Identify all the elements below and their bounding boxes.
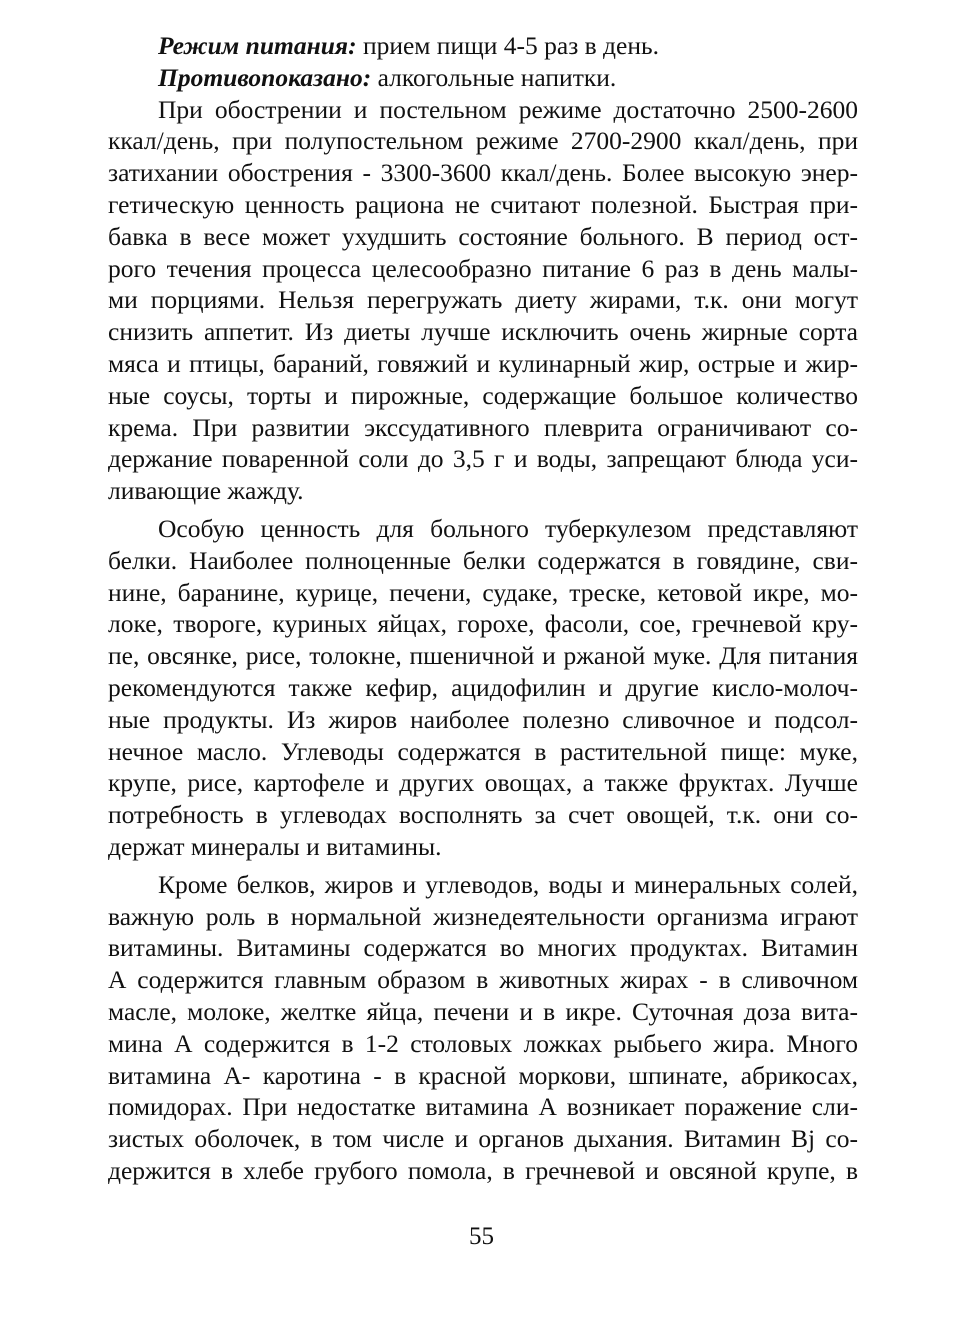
diet-regimen-label: Режим питания: [158, 31, 357, 60]
text-line: затихании обострения - 3300-3600 ккал/день. Более высокую энер- [108, 158, 858, 188]
text-line: локе, твороге, куриных яйцах, горохе, фасоли, сое, гречневой кру- [108, 609, 858, 639]
text-line: масле, молоке, желтке яйца, печени и в икре. Суточная доза вита- [108, 996, 858, 1026]
paragraph-proteins [108, 513, 858, 863]
text-line: ные продукты. Из жиров наиболее полезно сливочное и подсол- [108, 704, 858, 734]
text-line: помидорах. При недостатке витамина А возникает поражение сли- [108, 1092, 858, 1122]
text-line: нине, баранине, курице, печени, судаке, треске, кетовой икре, мо- [108, 577, 858, 607]
text-line: нечное масло. Углеводы содержатся в растительной пище: муке, [108, 736, 858, 766]
document-page [108, 30, 858, 1187]
text-line: гетическую ценность рациона не считают полезной. Быстрая при- [108, 189, 858, 219]
text-line: крупе, рисе, картофеле и других овощах, а также фруктах. Лучше [108, 768, 858, 798]
diet-regimen-line [108, 30, 858, 62]
text-line: держится в хлебе грубого помола, в гречневой и овсяной крупе, в [108, 1155, 858, 1185]
text-line: белки. Наиболее полноценные белки содержатся в говядине, сви- [108, 545, 858, 575]
text-line: ливающие жажду. [108, 476, 304, 506]
contraindication-text: алкогольные напитки. [371, 62, 617, 92]
text-line: рого течения процесса целесообразно питание 6 раз в день малы- [108, 253, 858, 283]
text-line: ккал/день, при полупостельном режиме 2700-2900 ккал/день, при [108, 126, 858, 156]
text-line: Кроме белков, жиров и углеводов, воды и минеральных солей, [158, 869, 858, 899]
text-line: витамина А- каротина - в красной моркови, шпинате, абрикосах, [108, 1060, 858, 1090]
contraindication-line [108, 62, 858, 94]
text-line: зистых оболочек, в том числе и органов дыхания. Витамин Вj со- [108, 1124, 858, 1154]
text-line: витамины. Витамины содержатся во многих продуктах. Витамин [108, 933, 858, 963]
text-line: При обострении и постельном режиме достаточно 2500-2600 [158, 94, 858, 124]
text-line: держание поваренной соли до 3,5 г и воды, запрещают блюда уси- [108, 444, 858, 474]
text-line: Особую ценность для больного туберкулезом представляют [158, 513, 858, 543]
text-line: бавка в весе может ухудшить состояние больного. В период ост- [108, 221, 858, 251]
text-line: пе, овсянке, рисе, толокне, пшеничной и ржаной муке. Для питания [108, 641, 858, 671]
paragraph-vitamins [108, 869, 858, 1187]
text-line: важную роль в нормальной жизнедеятельности организма играют [108, 901, 858, 931]
text-line: ные соусы, торты и пирожные, содержащие большое количество [108, 380, 858, 410]
text-line: ми порциями. Нельзя перегружать диету жирами, т.к. они могут [108, 285, 858, 315]
text-line: мяса и птицы, бараний, говяжий и кулинарный жир, острые и жир- [108, 348, 858, 378]
text-line: держат минералы и витамины. [108, 831, 442, 861]
page-number: 55 [469, 1223, 494, 1250]
diet-regimen-text: прием пищи 4-5 раз в день. [356, 31, 660, 60]
text-line: потребность в углеводах восполнять за счет овощей, т.к. они со- [108, 800, 858, 830]
text-line: А содержится главным образом в животных жирах - в сливочном [108, 965, 858, 995]
text-line: снизить аппетит. Из диеты лучше исключить очень жирные сорта [108, 317, 858, 347]
paragraph-calories [108, 94, 858, 507]
contraindication-label: Противопоказано: [158, 62, 372, 92]
text-line: мина А содержится в 1-2 столовых ложках рыбьего жира. Много [108, 1028, 858, 1058]
text-line: крема. При развитии экссудативного плеврита ограничивают со- [108, 412, 858, 442]
text-line: рекомендуются также кефир, ацидофилин и другие кисло-молоч- [108, 672, 858, 702]
